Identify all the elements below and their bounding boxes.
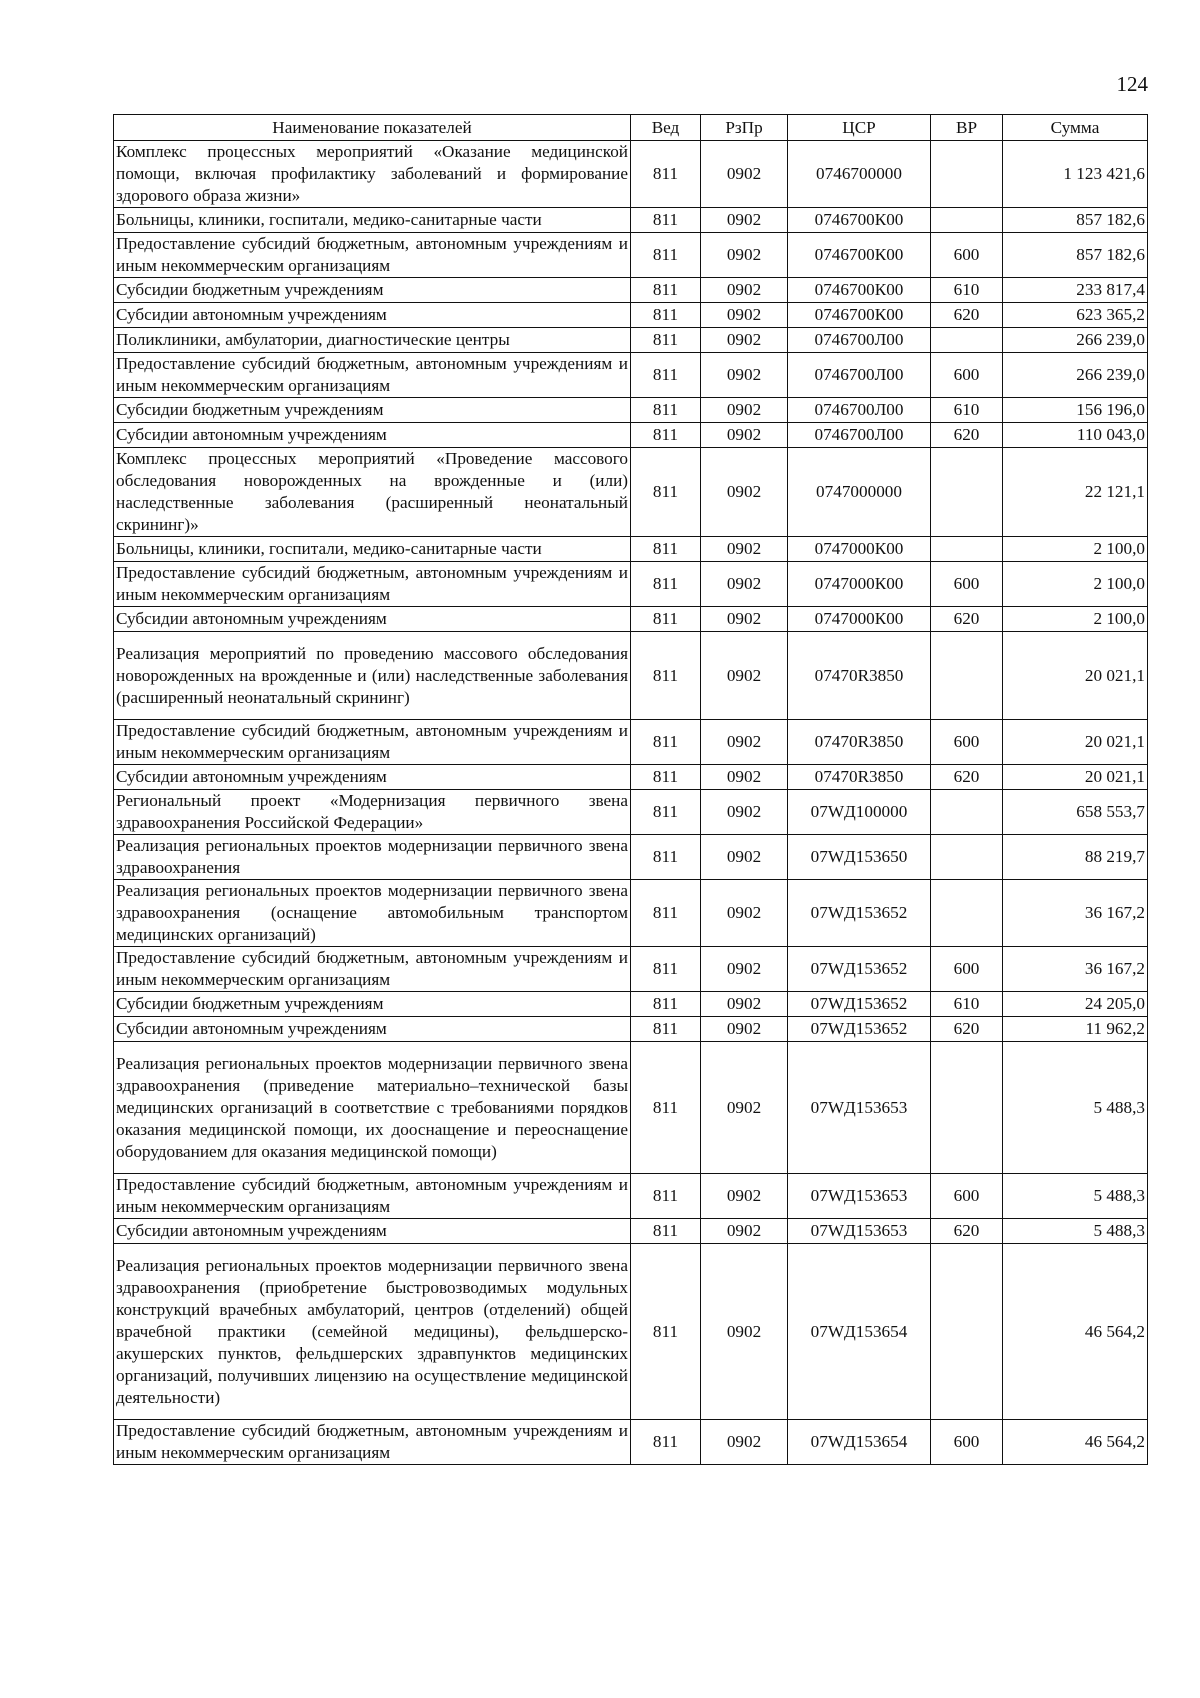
row-name-cell: Реализация мероприятий по проведению массового обследования новорожденных на врожденные и (или) наследственные заболевания (расширенный неонатальный скрининг) <box>114 632 631 720</box>
row-name-cell: Реализация региональных проектов модернизации первичного звена здравоохранения <box>114 835 631 880</box>
table-row <box>114 1420 1148 1465</box>
row-vr-cell: 600 <box>931 562 1003 607</box>
row-name-cell: Субсидии автономным учреждениям <box>114 765 631 790</box>
row-sum-cell: 24 205,0 <box>1003 992 1148 1017</box>
table-row <box>114 141 1148 208</box>
row-rzpr-cell: 0902 <box>701 328 788 353</box>
row-csr-cell: 07WД153652 <box>788 992 931 1017</box>
row-csr-cell: 0747000000 <box>788 448 931 537</box>
row-csr-cell: 07WД153653 <box>788 1219 931 1244</box>
row-csr-cell: 0747000К00 <box>788 537 931 562</box>
table-row <box>114 835 1148 880</box>
row-sum-cell: 623 365,2 <box>1003 303 1148 328</box>
row-sum-cell: 20 021,1 <box>1003 632 1148 720</box>
row-ved-cell: 811 <box>631 1042 701 1174</box>
header-row <box>114 115 1148 141</box>
row-vr-cell: 600 <box>931 1174 1003 1219</box>
row-ved-cell: 811 <box>631 328 701 353</box>
row-ved-cell: 811 <box>631 720 701 765</box>
row-name-cell: Больницы, клиники, госпитали, медико-санитарные части <box>114 208 631 233</box>
row-rzpr-cell: 0902 <box>701 208 788 233</box>
row-sum-cell: 658 553,7 <box>1003 790 1148 835</box>
row-rzpr-cell: 0902 <box>701 1042 788 1174</box>
row-rzpr-cell: 0902 <box>701 1420 788 1465</box>
row-vr-cell: 600 <box>931 720 1003 765</box>
table-row <box>114 765 1148 790</box>
table-row <box>114 353 1148 398</box>
row-name-cell: Предоставление субсидий бюджетным, автономным учреждениям и иным некоммерческим организациям <box>114 947 631 992</box>
row-ved-cell: 811 <box>631 835 701 880</box>
row-ved-cell: 811 <box>631 398 701 423</box>
row-sum-cell: 2 100,0 <box>1003 607 1148 632</box>
row-name-cell: Субсидии автономным учреждениям <box>114 303 631 328</box>
table-row <box>114 1244 1148 1420</box>
table-row <box>114 790 1148 835</box>
row-rzpr-cell: 0902 <box>701 303 788 328</box>
row-sum-cell: 233 817,4 <box>1003 278 1148 303</box>
row-rzpr-cell: 0902 <box>701 947 788 992</box>
table-row <box>114 1017 1148 1042</box>
row-csr-cell: 07470R3850 <box>788 632 931 720</box>
header-name: Наименование показателей <box>114 115 631 141</box>
table-row <box>114 303 1148 328</box>
row-sum-cell: 2 100,0 <box>1003 562 1148 607</box>
row-ved-cell: 811 <box>631 992 701 1017</box>
row-ved-cell: 811 <box>631 1017 701 1042</box>
row-rzpr-cell: 0902 <box>701 562 788 607</box>
table-row <box>114 328 1148 353</box>
row-csr-cell: 0746700Л00 <box>788 328 931 353</box>
row-csr-cell: 0746700К00 <box>788 208 931 233</box>
row-sum-cell: 5 488,3 <box>1003 1042 1148 1174</box>
row-sum-cell: 46 564,2 <box>1003 1244 1148 1420</box>
table-row <box>114 562 1148 607</box>
row-sum-cell: 5 488,3 <box>1003 1174 1148 1219</box>
row-rzpr-cell: 0902 <box>701 1017 788 1042</box>
row-csr-cell: 0746700Л00 <box>788 398 931 423</box>
row-name-cell: Предоставление субсидий бюджетным, автономным учреждениям и иным некоммерческим организациям <box>114 233 631 278</box>
table-header <box>114 115 1148 141</box>
table-row <box>114 720 1148 765</box>
row-csr-cell: 0746700К00 <box>788 233 931 278</box>
row-ved-cell: 811 <box>631 278 701 303</box>
row-vr-cell <box>931 835 1003 880</box>
table-row <box>114 1174 1148 1219</box>
row-vr-cell: 620 <box>931 303 1003 328</box>
row-rzpr-cell: 0902 <box>701 790 788 835</box>
row-sum-cell: 46 564,2 <box>1003 1420 1148 1465</box>
header-sum: Сумма <box>1003 115 1148 141</box>
row-name-cell: Предоставление субсидий бюджетным, автономным учреждениям и иным некоммерческим организациям <box>114 1174 631 1219</box>
row-sum-cell: 36 167,2 <box>1003 947 1148 992</box>
row-csr-cell: 0747000К00 <box>788 562 931 607</box>
row-sum-cell: 88 219,7 <box>1003 835 1148 880</box>
row-ved-cell: 811 <box>631 423 701 448</box>
row-csr-cell: 07WД153654 <box>788 1244 931 1420</box>
row-name-cell: Предоставление субсидий бюджетным, автономным учреждениям и иным некоммерческим организациям <box>114 562 631 607</box>
table-row <box>114 607 1148 632</box>
row-vr-cell: 600 <box>931 1420 1003 1465</box>
row-name-cell: Комплекс процессных мероприятий «Оказание медицинской помощи, включая профилактику заболеваний и формирование здорового образа жизни» <box>114 141 631 208</box>
row-csr-cell: 07WД100000 <box>788 790 931 835</box>
row-vr-cell <box>931 537 1003 562</box>
table-row <box>114 398 1148 423</box>
row-name-cell: Субсидии бюджетным учреждениям <box>114 992 631 1017</box>
row-name-cell: Субсидии бюджетным учреждениям <box>114 398 631 423</box>
row-csr-cell: 0747000К00 <box>788 607 931 632</box>
row-name-cell: Предоставление субсидий бюджетным, автономным учреждениям и иным некоммерческим организациям <box>114 720 631 765</box>
row-rzpr-cell: 0902 <box>701 448 788 537</box>
table-row <box>114 880 1148 947</box>
header-vr: ВР <box>931 115 1003 141</box>
row-name-cell: Региональный проект «Модернизация первичного звена здравоохранения Российской Федерации» <box>114 790 631 835</box>
row-name-cell: Субсидии автономным учреждениям <box>114 1017 631 1042</box>
row-rzpr-cell: 0902 <box>701 141 788 208</box>
row-vr-cell: 600 <box>931 947 1003 992</box>
table-row <box>114 947 1148 992</box>
row-csr-cell: 07WД153653 <box>788 1174 931 1219</box>
row-csr-cell: 0746700К00 <box>788 278 931 303</box>
row-sum-cell: 857 182,6 <box>1003 233 1148 278</box>
row-vr-cell: 620 <box>931 607 1003 632</box>
row-vr-cell <box>931 448 1003 537</box>
row-name-cell: Больницы, клиники, госпитали, медико-санитарные части <box>114 537 631 562</box>
row-name-cell: Субсидии автономным учреждениям <box>114 423 631 448</box>
row-ved-cell: 811 <box>631 947 701 992</box>
row-rzpr-cell: 0902 <box>701 278 788 303</box>
table-row <box>114 1219 1148 1244</box>
row-rzpr-cell: 0902 <box>701 1174 788 1219</box>
table-row <box>114 992 1148 1017</box>
row-vr-cell <box>931 632 1003 720</box>
budget-table <box>113 114 1148 1465</box>
row-ved-cell: 811 <box>631 353 701 398</box>
row-csr-cell: 07WД153650 <box>788 835 931 880</box>
row-csr-cell: 07WД153652 <box>788 1017 931 1042</box>
table-body <box>114 141 1148 1465</box>
row-ved-cell: 811 <box>631 562 701 607</box>
row-csr-cell: 07WД153654 <box>788 1420 931 1465</box>
row-rzpr-cell: 0902 <box>701 398 788 423</box>
row-csr-cell: 0746700Л00 <box>788 423 931 448</box>
row-csr-cell: 0746700000 <box>788 141 931 208</box>
row-ved-cell: 811 <box>631 303 701 328</box>
page-number: 124 <box>1116 72 1148 96</box>
row-ved-cell: 811 <box>631 233 701 278</box>
row-vr-cell: 620 <box>931 765 1003 790</box>
row-ved-cell: 811 <box>631 632 701 720</box>
row-rzpr-cell: 0902 <box>701 353 788 398</box>
row-ved-cell: 811 <box>631 208 701 233</box>
row-csr-cell: 07470R3850 <box>788 765 931 790</box>
row-vr-cell <box>931 208 1003 233</box>
row-sum-cell: 1 123 421,6 <box>1003 141 1148 208</box>
row-csr-cell: 07470R3850 <box>788 720 931 765</box>
row-csr-cell: 07WД153652 <box>788 880 931 947</box>
row-vr-cell: 620 <box>931 423 1003 448</box>
row-vr-cell <box>931 880 1003 947</box>
row-rzpr-cell: 0902 <box>701 632 788 720</box>
row-name-cell: Реализация региональных проектов модернизации первичного звена здравоохранения (оснащение автомобильным транспортом медицинских организаций) <box>114 880 631 947</box>
table-row <box>114 448 1148 537</box>
table-row <box>114 632 1148 720</box>
row-ved-cell: 811 <box>631 607 701 632</box>
row-sum-cell: 11 962,2 <box>1003 1017 1148 1042</box>
row-ved-cell: 811 <box>631 1219 701 1244</box>
row-sum-cell: 20 021,1 <box>1003 765 1148 790</box>
row-ved-cell: 811 <box>631 1174 701 1219</box>
row-csr-cell: 0746700К00 <box>788 303 931 328</box>
row-sum-cell: 5 488,3 <box>1003 1219 1148 1244</box>
row-vr-cell: 620 <box>931 1219 1003 1244</box>
row-rzpr-cell: 0902 <box>701 1219 788 1244</box>
row-name-cell: Реализация региональных проектов модернизации первичного звена здравоохранения (приведение материально–технической базы медицинских организаций в соответствие с требованиями порядков оказания медицинской помощи, их дооснащение и переоснащение оборудованием для оказания медицинской помощи) <box>114 1042 631 1174</box>
row-vr-cell: 620 <box>931 1017 1003 1042</box>
row-rzpr-cell: 0902 <box>701 992 788 1017</box>
table-row <box>114 233 1148 278</box>
row-name-cell: Предоставление субсидий бюджетным, автономным учреждениям и иным некоммерческим организациям <box>114 353 631 398</box>
row-sum-cell: 857 182,6 <box>1003 208 1148 233</box>
header-rzpr: РзПр <box>701 115 788 141</box>
header-csr: ЦСР <box>788 115 931 141</box>
row-rzpr-cell: 0902 <box>701 1244 788 1420</box>
row-sum-cell: 266 239,0 <box>1003 353 1148 398</box>
row-vr-cell <box>931 141 1003 208</box>
row-rzpr-cell: 0902 <box>701 880 788 947</box>
row-vr-cell: 600 <box>931 353 1003 398</box>
row-sum-cell: 266 239,0 <box>1003 328 1148 353</box>
row-csr-cell: 0746700Л00 <box>788 353 931 398</box>
row-vr-cell: 610 <box>931 398 1003 423</box>
row-name-cell: Субсидии бюджетным учреждениям <box>114 278 631 303</box>
row-rzpr-cell: 0902 <box>701 537 788 562</box>
row-name-cell: Комплекс процессных мероприятий «Проведение массового обследования новорожденных на врожденные и (или) наследственные заболевания (расширенный неонатальный скрининг)» <box>114 448 631 537</box>
row-rzpr-cell: 0902 <box>701 765 788 790</box>
row-sum-cell: 110 043,0 <box>1003 423 1148 448</box>
row-name-cell: Поликлиники, амбулатории, диагностические центры <box>114 328 631 353</box>
row-vr-cell: 610 <box>931 278 1003 303</box>
row-rzpr-cell: 0902 <box>701 835 788 880</box>
row-sum-cell: 2 100,0 <box>1003 537 1148 562</box>
row-ved-cell: 811 <box>631 537 701 562</box>
table-row <box>114 537 1148 562</box>
row-ved-cell: 811 <box>631 1244 701 1420</box>
row-vr-cell <box>931 1042 1003 1174</box>
row-sum-cell: 156 196,0 <box>1003 398 1148 423</box>
row-rzpr-cell: 0902 <box>701 233 788 278</box>
row-vr-cell: 610 <box>931 992 1003 1017</box>
row-sum-cell: 20 021,1 <box>1003 720 1148 765</box>
row-csr-cell: 07WД153652 <box>788 947 931 992</box>
row-vr-cell <box>931 1244 1003 1420</box>
row-name-cell: Субсидии автономным учреждениям <box>114 607 631 632</box>
row-ved-cell: 811 <box>631 141 701 208</box>
row-sum-cell: 22 121,1 <box>1003 448 1148 537</box>
row-sum-cell: 36 167,2 <box>1003 880 1148 947</box>
row-ved-cell: 811 <box>631 790 701 835</box>
row-ved-cell: 811 <box>631 880 701 947</box>
row-csr-cell: 07WД153653 <box>788 1042 931 1174</box>
row-vr-cell <box>931 328 1003 353</box>
table-row <box>114 423 1148 448</box>
table-row <box>114 208 1148 233</box>
table-row <box>114 1042 1148 1174</box>
row-rzpr-cell: 0902 <box>701 607 788 632</box>
row-ved-cell: 811 <box>631 765 701 790</box>
row-vr-cell <box>931 790 1003 835</box>
row-ved-cell: 811 <box>631 448 701 537</box>
row-rzpr-cell: 0902 <box>701 423 788 448</box>
row-ved-cell: 811 <box>631 1420 701 1465</box>
row-rzpr-cell: 0902 <box>701 720 788 765</box>
header-ved: Вед <box>631 115 701 141</box>
row-name-cell: Реализация региональных проектов модернизации первичного звена здравоохранения (приобретение быстровозводимых модульных конструкций врачебных амбулаторий, центров (отделений) общей врачебной практики (семейной медицины), фельдшерско-акушерских пунктов, фельдшерских здравпунктов медицинских организаций, получивших лицензию на осуществление медицинской деятельности) <box>114 1244 631 1420</box>
table-row <box>114 278 1148 303</box>
row-name-cell: Предоставление субсидий бюджетным, автономным учреждениям и иным некоммерческим организациям <box>114 1420 631 1465</box>
row-vr-cell: 600 <box>931 233 1003 278</box>
row-name-cell: Субсидии автономным учреждениям <box>114 1219 631 1244</box>
